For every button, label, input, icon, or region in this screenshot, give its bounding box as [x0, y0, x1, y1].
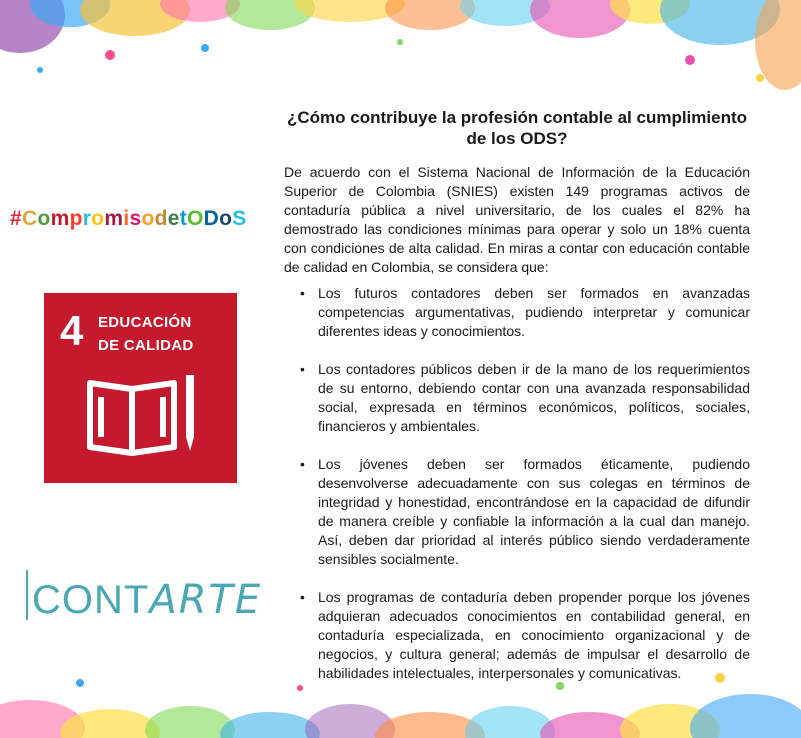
hashtag-letter: t: [179, 207, 188, 230]
hashtag-letter: r: [82, 207, 92, 230]
bullet-dot: •: [300, 456, 305, 472]
list-item: [296, 588, 750, 683]
hashtag-letter: o: [37, 207, 51, 230]
list-item: [296, 284, 750, 341]
hashtag-compromiso-odos: [10, 207, 247, 231]
hashtag-letter: o: [141, 207, 155, 230]
hashtag-letter: S: [232, 207, 247, 230]
logo-bar: [26, 570, 28, 620]
sdg-title: [98, 311, 194, 357]
hashtag-letter: D: [203, 207, 220, 230]
logo-text-arte: ARTE: [149, 577, 263, 623]
hashtag-letter: m: [50, 207, 70, 230]
list-item: [296, 360, 750, 436]
open-book-pencil-icon: [84, 367, 204, 457]
list-item-text: Los contadores públicos deben ir de la mano de los requerimientos de su entorno, debiendo contar con una avanzada responsabilidad social, expresada en términos económicos, políticos, sociales, financieros y ambientales.: [318, 361, 750, 434]
hashtag-letter: o: [91, 207, 105, 230]
paint-splash-top-decoration: [0, 0, 801, 90]
bullet-dot: •: [300, 285, 305, 301]
hashtag-letter: d: [154, 207, 168, 230]
considerations-list: [296, 284, 750, 702]
page-title: ¿Cómo contribuye la profesión contable al cumplimiento de los ODS?: [287, 108, 747, 148]
hashtag-letter: O: [187, 207, 204, 230]
sdg-title-line2: DE CALIDAD: [98, 337, 194, 354]
sdg-number: 4: [60, 307, 84, 354]
hashtag-letter: #: [10, 207, 22, 230]
hashtag-letter: e: [167, 207, 180, 230]
hashtag-letter: s: [129, 207, 142, 230]
logo-text-cont: CONT: [32, 578, 150, 622]
list-item-text: Los programas de contaduría deben propender porque los jóvenes adquieran adecuados conocimientos en contabilidad general, en contaduría especializada, en conocimiento organizacional y de negocios, y cultura general; además de impulsar el desarrollo de habilidades intelectuales, interpersonales y comunicativas.: [318, 589, 750, 681]
sdg4-education-badge: [44, 293, 237, 483]
hashtag-letter: i: [123, 207, 130, 230]
hashtag-letter: C: [21, 207, 38, 230]
intro-paragraph: De acuerdo con el Sistema Nacional de Información de la Educación Superior de Colombia (SNIES) existen 149 programas activos de contaduría pública a nivel universitario, de los cuales el 82% ha demostrado las condiciones mínimas para operar y solo un 18% cuenta con condiciones de alta calidad. En miras a contar con educación contable de calidad en Colombia, se considera que:: [284, 164, 750, 275]
list-item-text: Los jóvenes deben ser formados éticamente, pudiendo desenvolverse adecuadamente con sus colegas en términos de integridad y honestidad, encontrándose en la capacidad de difundir de manera creíble y confiable la información a la cual dan manejo. Así, deben dar prioridad al interés público siendo verdaderamente sensibles socialmente.: [318, 456, 750, 567]
contarte-logo: [26, 570, 263, 623]
bullet-dot: •: [300, 589, 305, 605]
bullet-dot: •: [300, 361, 305, 377]
hashtag-letter: p: [69, 207, 83, 230]
hashtag-letter: o: [219, 207, 233, 230]
hashtag-letter: m: [104, 207, 124, 230]
sdg-title-line1: EDUCACIÓN: [98, 314, 192, 331]
list-item: [296, 455, 750, 569]
list-item-text: Los futuros contadores deben ser formados en avanzadas competencias argumentativas, pudiendo interpretar y comunicar diferentes ideas y conocimientos.: [318, 285, 750, 339]
